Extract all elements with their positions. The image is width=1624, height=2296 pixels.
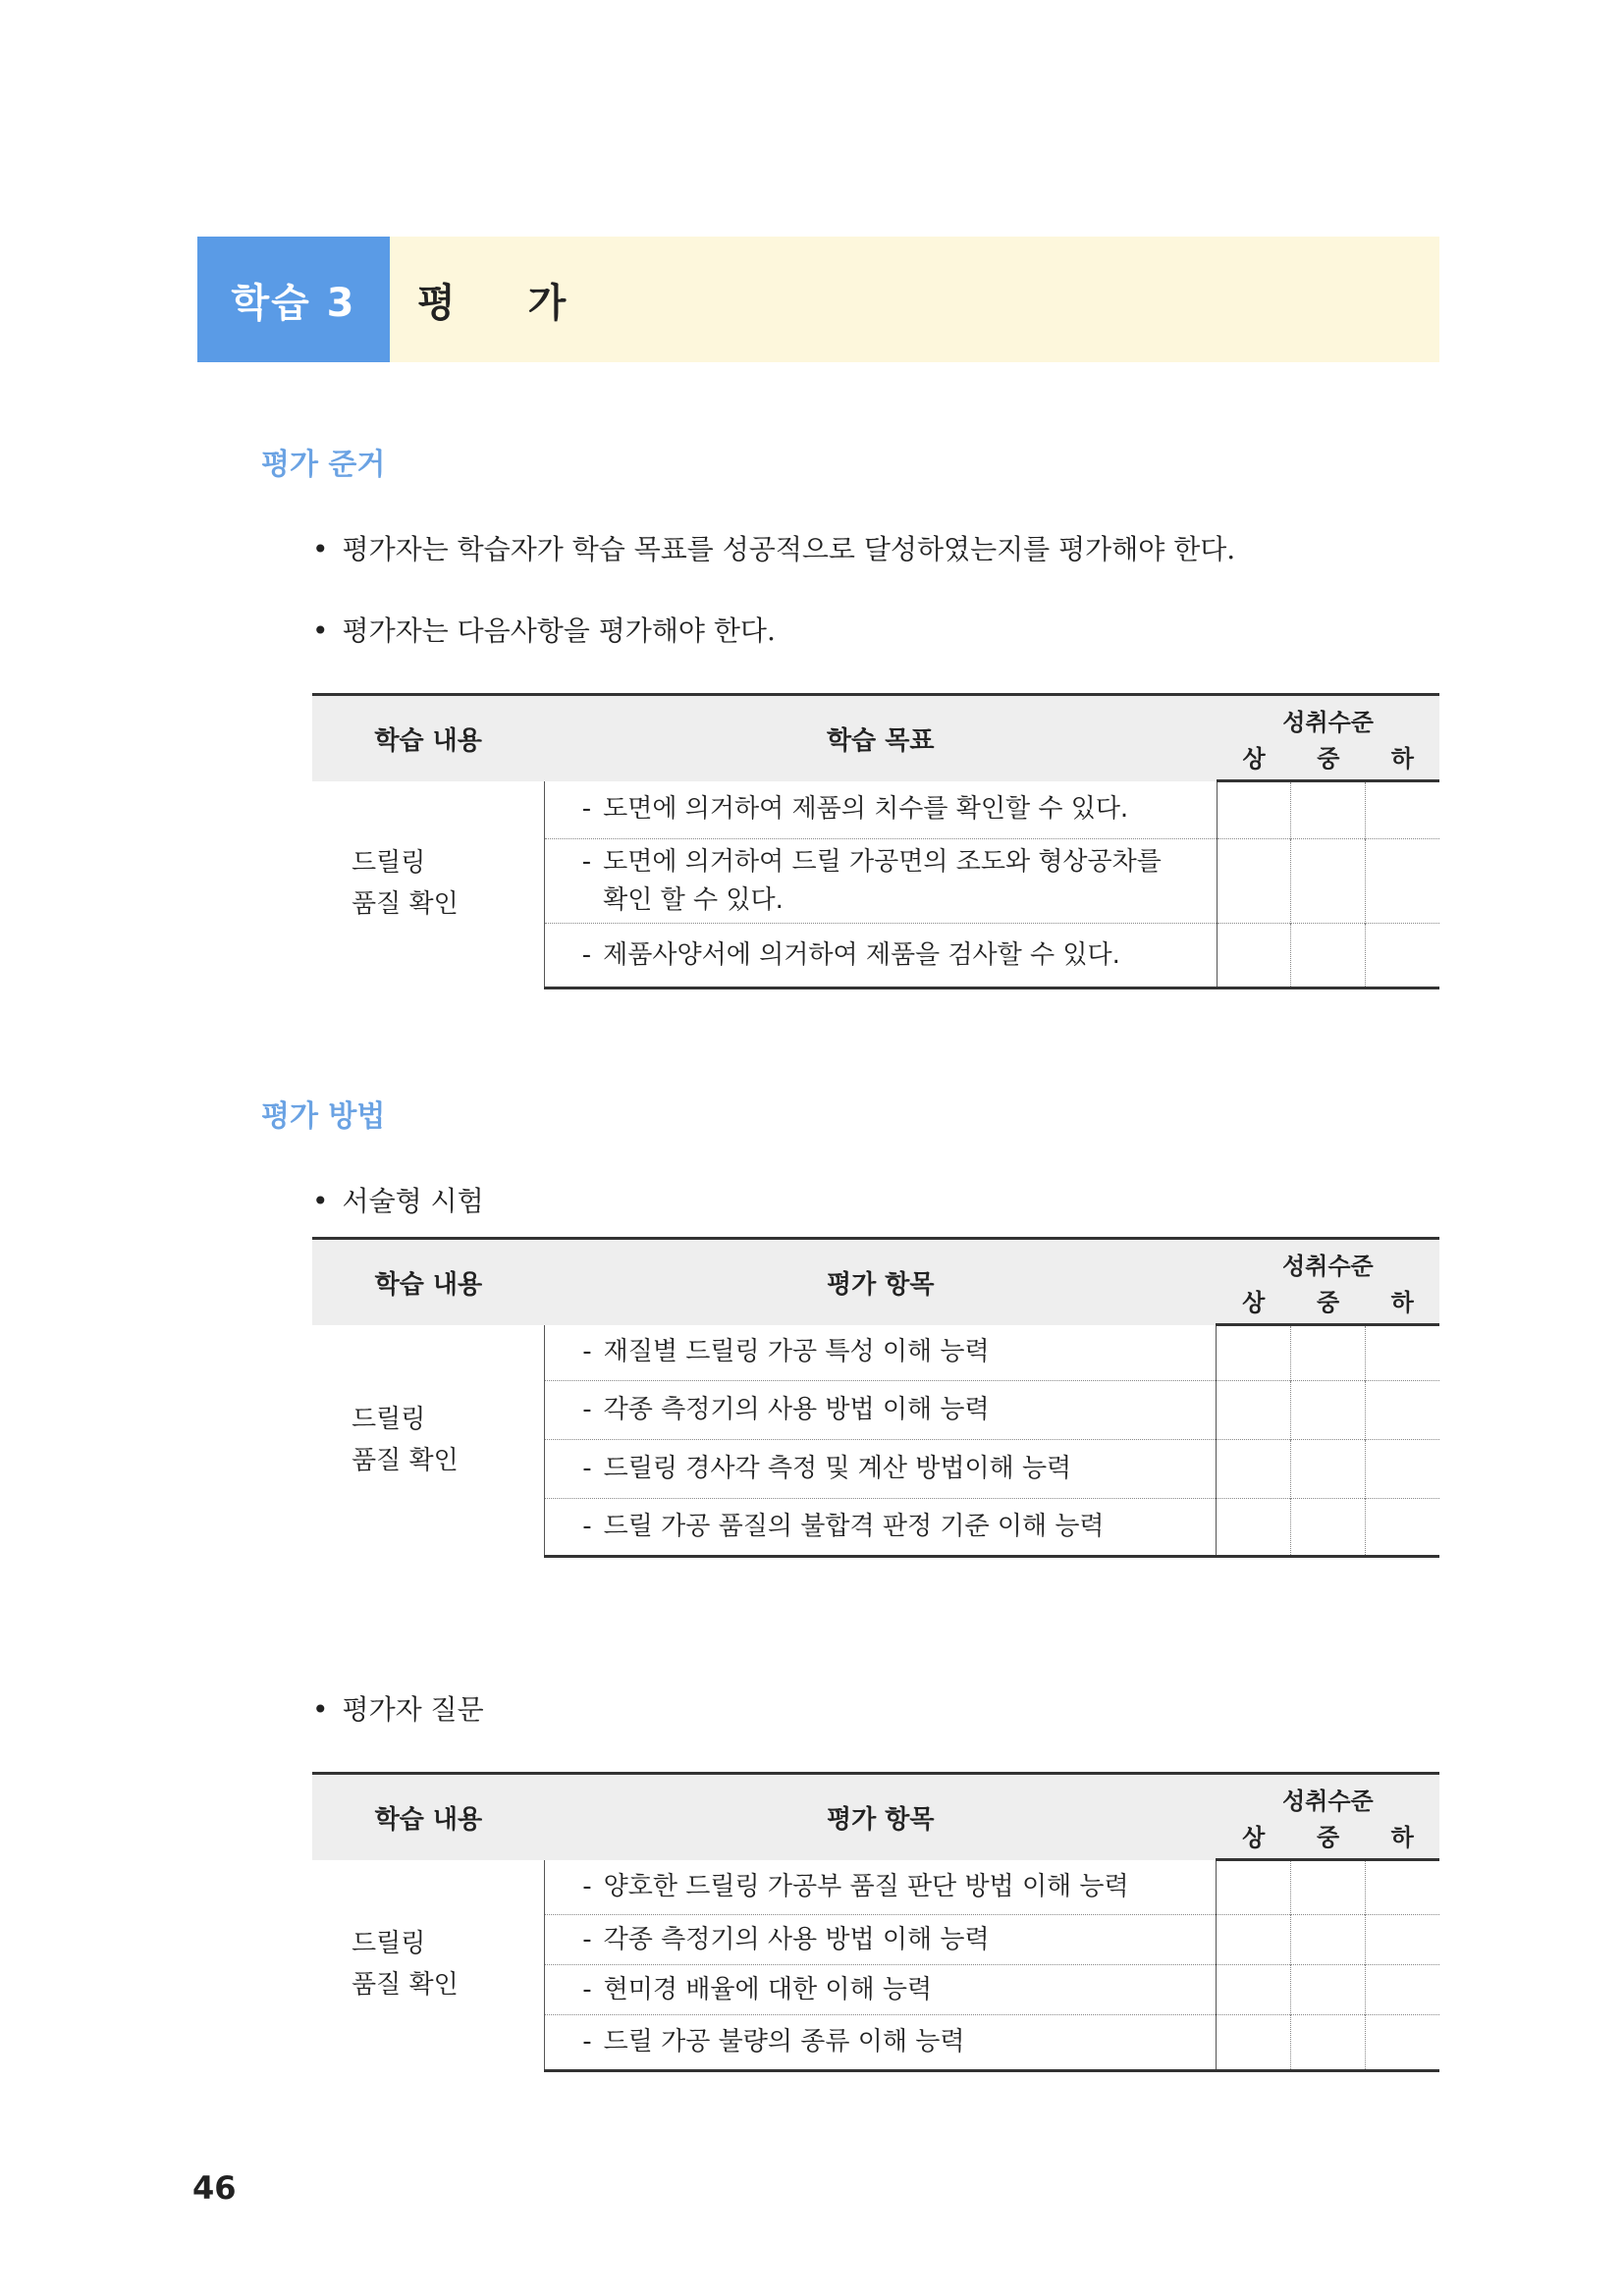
item-text: 각종 측정기의 사용 방법 이해 능력: [603, 1395, 990, 1424]
level-low-checkbox[interactable]: [1366, 1860, 1439, 1915]
level-mid-checkbox[interactable]: [1291, 1915, 1366, 1965]
criteria-bullet-2-text: 평가자는 다음사항을 평가해야 한다.: [342, 614, 776, 647]
item-cell: - 드릴링 경사각 측정 및 계산 방법이해 능력: [545, 1440, 1217, 1499]
criteria-table: [312, 693, 1439, 989]
learning-content-line: 품질 확인: [352, 889, 459, 919]
col-header-goal: 학습 목표: [544, 695, 1217, 781]
evaluator-question-table: [312, 1772, 1439, 2072]
item-text: 드릴링 경사각 측정 및 계산 방법이해 능력: [603, 1454, 1072, 1483]
col-header-level: 성취수준: [1217, 1774, 1439, 1817]
learning-content-line: 드릴링: [352, 1929, 426, 1959]
col-header-level: 성취수준: [1217, 695, 1439, 738]
written-test-table: [312, 1237, 1439, 1558]
level-high-checkbox[interactable]: [1217, 1440, 1291, 1499]
item-cell: - 재질별 드릴링 가공 특성 이해 능력: [582, 1337, 990, 1367]
table-row: [312, 1860, 1439, 1915]
level-high-header: 상: [1217, 1282, 1291, 1325]
level-low-checkbox[interactable]: [1366, 924, 1439, 988]
goal-cell: - 도면에 의거하여 드릴 가공면의 조도와 형상공차를 확인 할 수 있다.: [544, 839, 1217, 924]
item-cell: - 드릴 가공 불량의 종류 이해 능력: [545, 2015, 1217, 2071]
level-high-checkbox[interactable]: [1217, 1381, 1291, 1440]
level-high-checkbox[interactable]: [1217, 1915, 1291, 1965]
level-low-checkbox[interactable]: [1366, 1915, 1439, 1965]
written-test-bullet-text: 서술형 시험: [342, 1185, 484, 1217]
level-mid-header: 중: [1291, 738, 1366, 781]
banner-label: 학습 3: [197, 237, 390, 362]
level-high-checkbox[interactable]: [1217, 1860, 1291, 1915]
level-high-checkbox[interactable]: [1217, 781, 1291, 839]
learning-content-line: 드릴링: [352, 1404, 426, 1434]
table-row: [312, 781, 1439, 839]
table-row: [312, 1325, 1439, 1381]
level-mid-checkbox[interactable]: [1291, 1965, 1366, 2015]
level-mid-checkbox[interactable]: [1291, 839, 1366, 924]
col-header-content: 학습 내용: [312, 1774, 545, 1860]
level-low-header: 하: [1366, 738, 1439, 781]
item-text: 드릴 가공 불량의 종류 이해 능력: [603, 2027, 965, 2056]
bullet-dot-icon: •: [312, 1693, 329, 1726]
level-low-checkbox[interactable]: [1366, 2015, 1439, 2071]
level-high-header: 상: [1217, 1817, 1291, 1860]
level-low-checkbox[interactable]: [1366, 1965, 1439, 2015]
level-mid-checkbox[interactable]: [1291, 781, 1366, 839]
bullet-dot-icon: •: [312, 533, 329, 565]
bullet-dot-icon: •: [312, 614, 329, 647]
learning-content-line: 품질 확인: [352, 1970, 459, 2000]
col-header-item: 평가 항목: [545, 1774, 1217, 1860]
item-cell: - 현미경 배율에 대한 이해 능력: [545, 1965, 1217, 2015]
level-mid-header: 중: [1291, 1817, 1366, 1860]
bullet-dot-icon: •: [312, 1185, 329, 1217]
item-text: 재질별 드릴링 가공 특성 이해 능력: [603, 1337, 990, 1367]
item-text: 각종 측정기의 사용 방법 이해 능력: [603, 1924, 990, 1954]
goal-text: 도면에 의거하여 드릴 가공면의 조도와 형상공차를 확인 할 수 있다.: [603, 846, 1162, 915]
page-number: 46: [192, 2169, 237, 2207]
col-header-level: 성취수준: [1217, 1239, 1439, 1282]
goal-cell: - 도면에 의거하여 제품의 치수를 확인할 수 있다.: [581, 794, 1129, 825]
level-low-header: 하: [1366, 1282, 1439, 1325]
item-cell: - 양호한 드릴링 가공부 품질 판단 방법 이해 능력: [582, 1871, 1129, 1901]
level-high-checkbox[interactable]: [1217, 839, 1291, 924]
level-high-checkbox[interactable]: [1217, 1499, 1291, 1557]
level-mid-checkbox[interactable]: [1291, 1440, 1366, 1499]
learning-content-line: 품질 확인: [352, 1445, 459, 1475]
level-mid-checkbox[interactable]: [1291, 1499, 1366, 1557]
criteria-bullet-2: [312, 610, 776, 649]
level-high-checkbox[interactable]: [1217, 1965, 1291, 2015]
banner-title: 평 가: [390, 237, 1439, 362]
evaluator-question-bullet-text: 평가자 질문: [342, 1693, 484, 1726]
level-low-checkbox[interactable]: [1366, 1499, 1439, 1557]
level-mid-checkbox[interactable]: [1291, 2015, 1366, 2071]
level-mid-checkbox[interactable]: [1291, 1381, 1366, 1440]
methods-heading: 평가 방법: [261, 1099, 386, 1134]
level-mid-checkbox[interactable]: [1291, 1325, 1366, 1381]
item-cell: - 드릴 가공 품질의 불합격 판정 기준 이해 능력: [545, 1499, 1217, 1557]
level-low-checkbox[interactable]: [1366, 1325, 1439, 1381]
level-mid-checkbox[interactable]: [1291, 1860, 1366, 1915]
section-banner: [197, 237, 1439, 362]
level-low-header: 하: [1366, 1817, 1439, 1860]
level-high-header: 상: [1217, 738, 1291, 781]
learning-content-cell: [312, 1325, 545, 1557]
col-header-content: 학습 내용: [312, 1239, 545, 1325]
level-mid-header: 중: [1291, 1282, 1366, 1325]
criteria-bullet-1-text: 평가자는 학습자가 학습 목표를 성공적으로 달성하였는지를 평가해야 한다.: [342, 533, 1236, 565]
goal-cell: - 제품사양서에 의거하여 제품을 검사할 수 있다.: [544, 924, 1217, 988]
level-high-checkbox[interactable]: [1217, 1325, 1291, 1381]
level-high-checkbox[interactable]: [1217, 924, 1291, 988]
item-text: 양호한 드릴링 가공부 품질 판단 방법 이해 능력: [603, 1871, 1129, 1901]
learning-content-cell: [312, 781, 544, 988]
written-test-bullet: [312, 1180, 484, 1219]
level-low-checkbox[interactable]: [1366, 839, 1439, 924]
goal-text: 도면에 의거하여 제품의 치수를 확인할 수 있다.: [603, 794, 1129, 825]
item-cell: - 각종 측정기의 사용 방법 이해 능력: [545, 1381, 1217, 1440]
level-low-checkbox[interactable]: [1366, 781, 1439, 839]
col-header-content: 학습 내용: [312, 695, 544, 781]
item-cell: - 각종 측정기의 사용 방법 이해 능력: [545, 1915, 1217, 1965]
goal-text: 제품사양서에 의거하여 제품을 검사할 수 있다.: [603, 939, 1120, 970]
criteria-bullet-1: [312, 528, 1235, 567]
learning-content-cell: [312, 1860, 545, 2071]
level-low-checkbox[interactable]: [1366, 1440, 1439, 1499]
item-text: 드릴 가공 품질의 불합격 판정 기준 이해 능력: [603, 1512, 1105, 1541]
evaluator-question-bullet: [312, 1688, 484, 1728]
item-text: 현미경 배율에 대한 이해 능력: [603, 1974, 933, 2004]
level-high-checkbox[interactable]: [1217, 2015, 1291, 2071]
criteria-heading: 평가 준거: [261, 448, 386, 482]
level-low-checkbox[interactable]: [1366, 1381, 1439, 1440]
col-header-item: 평가 항목: [545, 1239, 1217, 1325]
learning-content-line: 드릴링: [352, 848, 426, 879]
level-mid-checkbox[interactable]: [1291, 924, 1366, 988]
